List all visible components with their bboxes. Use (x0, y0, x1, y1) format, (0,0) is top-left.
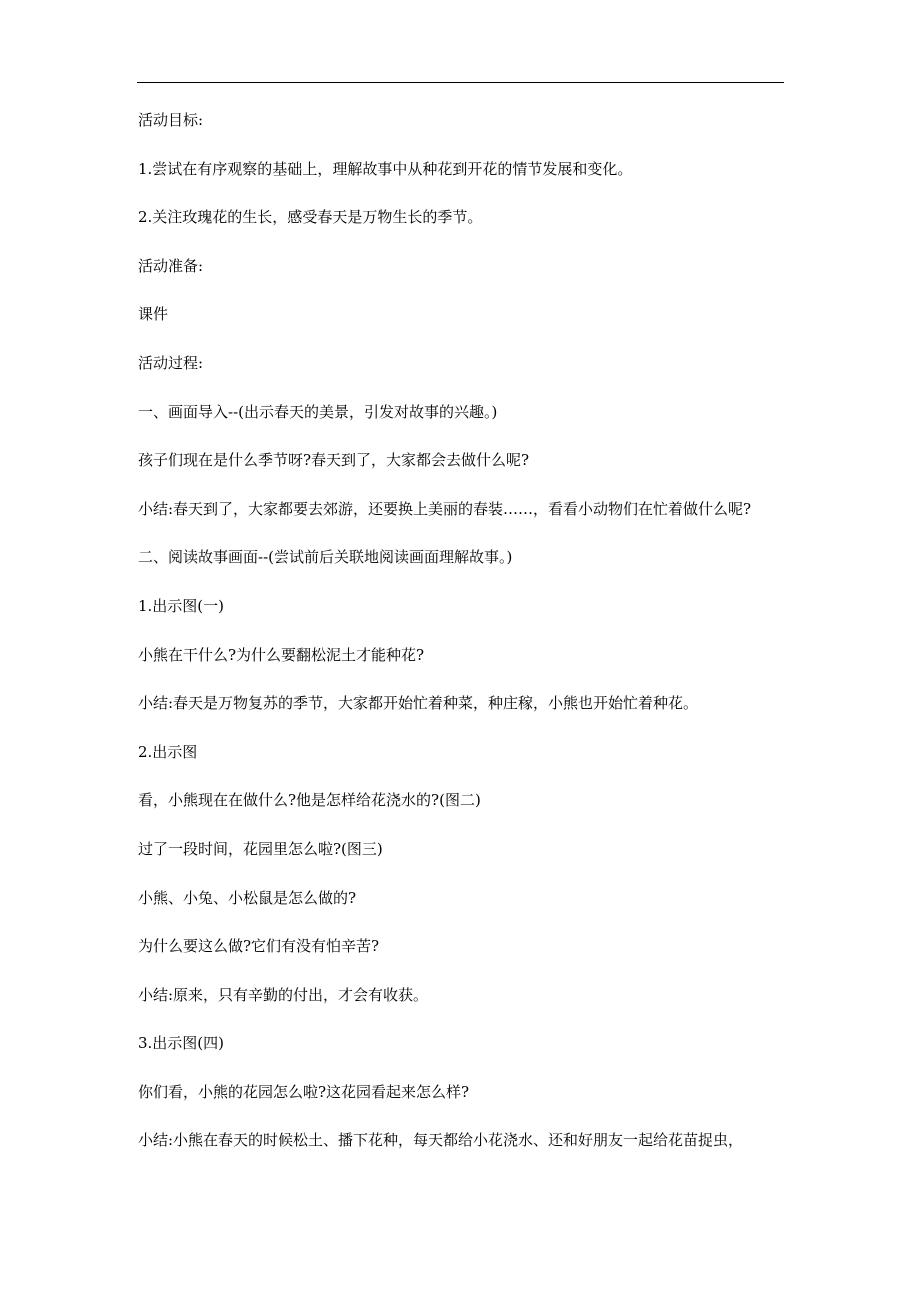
section-heading-process: 活动过程: (138, 353, 204, 372)
section-heading-preparation: 活动准备: (138, 256, 204, 275)
process-paragraph: 小熊、小兔、小松鼠是怎么做的? (138, 888, 357, 907)
process-step-2-heading: 二、阅读故事画面--(尝试前后关联地阅读画面理解故事。) (138, 548, 513, 567)
header-rule (137, 82, 784, 83)
process-paragraph: 看，小熊现在在做什么?他是怎样给花浇水的?(图二) (138, 791, 481, 810)
process-paragraph: 小结:春天到了，大家都要去郊游，还要换上美丽的春装……，看看小动物们在忙着做什么呢? (138, 499, 752, 518)
process-paragraph: 过了一段时间，花园里怎么啦?(图三) (138, 839, 383, 858)
section-heading-goals: 活动目标: (138, 111, 204, 129)
process-paragraph: 为什么要这么做?它们有没有怕辛苦? (138, 937, 380, 956)
process-paragraph: 小结:原来，只有辛勤的付出，才会有收获。 (138, 985, 429, 1004)
preparation-item: 课件 (138, 305, 169, 324)
process-step-1-heading: 一、画面导入--(出示春天的美景，引发对故事的兴趣。) (138, 402, 498, 421)
process-paragraph: 1.出示图(一) (138, 596, 225, 615)
goal-item-1: 1.尝试在有序观察的基础上，理解故事中从种花到开花的情节发展和变化。 (138, 159, 633, 178)
goal-item-2: 2.关注玫瑰花的生长，感受春天是万物生长的季节。 (138, 208, 483, 227)
process-paragraph: 小结:春天是万物复苏的季节，大家都开始忙着种菜，种庄稼，小熊也开始忙着种花。 (138, 694, 699, 713)
process-paragraph: 3.出示图(四) (138, 1034, 225, 1053)
process-paragraph: 2.出示图 (138, 742, 198, 761)
process-paragraph: 孩子们现在是什么季节呀?春天到了，大家都会去做什么呢? (138, 451, 530, 470)
process-paragraph: 你们看，小熊的花园怎么啦?这花园看起来怎么样? (138, 1082, 470, 1101)
document-body (138, 108, 788, 1177)
process-paragraph: 小结:小熊在春天的时候松土、播下花种，每天都给小花浇水、还和好朋友一起给花苗捉虫， (138, 1131, 744, 1150)
process-paragraph: 小熊在干什么?为什么要翻松泥土才能种花? (138, 645, 425, 664)
